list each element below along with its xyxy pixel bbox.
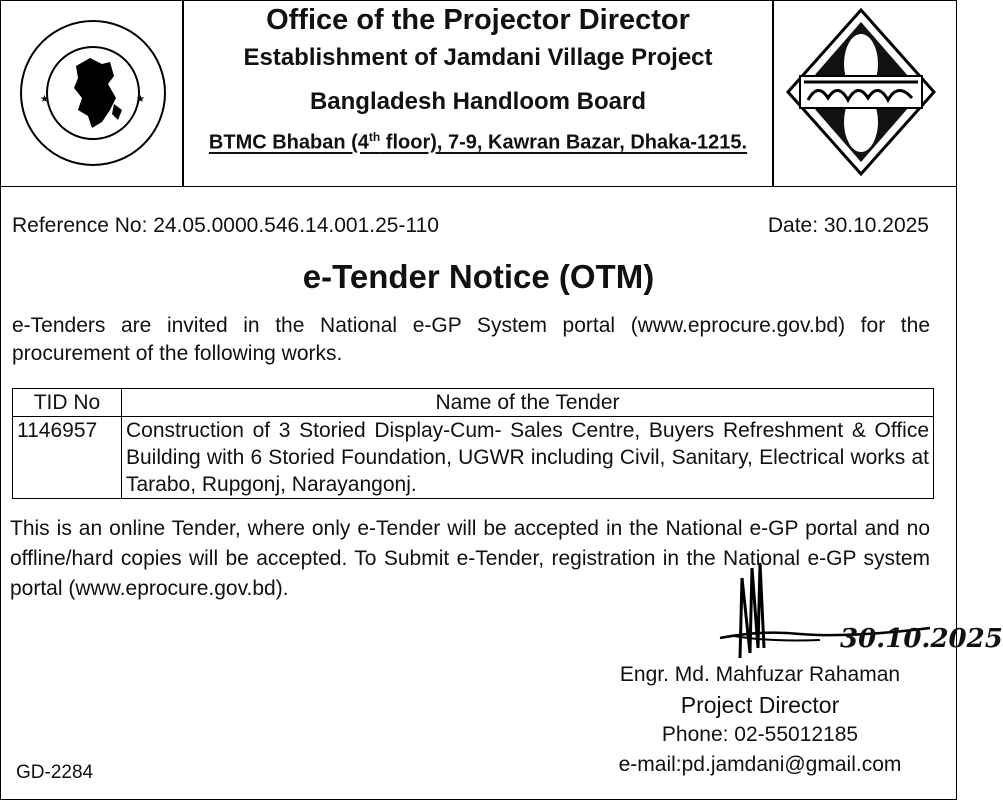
tender-name-cell: Construction of 3 Storied Display-Cum- Sales Centre, Buyers Refreshment & Office Building with 6 Storied Foundation, UGWR including Civil, Sanitary, Electrical works at Tarabo, Rupgonj, Narayangonj. (122, 417, 934, 499)
tid-cell: 1146957 (13, 417, 122, 499)
table-row (13, 417, 934, 499)
signatory-email: e-mail:pd.jamdani@gmail.com (618, 753, 902, 776)
tender-name-header: Name of the Tender (122, 389, 934, 417)
notice-title: e-Tender Notice (OTM) (302, 258, 655, 295)
office-address: BTMC Bhaban (4th floor), 7-9, Kawran Bazar, Dhaka-1215. (208, 130, 748, 154)
handloom-board-logo-icon (784, 6, 938, 178)
letterhead (0, 0, 957, 187)
signatory-designation: Project Director (680, 692, 840, 718)
tender-table (12, 388, 934, 499)
reference-number: Reference No: 24.05.0000.546.14.001.25-110 (12, 214, 439, 237)
board-title: Bangladesh Handloom Board (309, 88, 647, 115)
signatory-name: Engr. Md. Mahfuzar Rahaman (619, 663, 901, 686)
table-header-row (13, 389, 934, 417)
tid-header: TID No (13, 389, 122, 417)
online-tender-note: This is an online Tender, where only e-Tender will be accepted in the National e-GP portal and no offline/hard copies will be accepted. To Submit e-Tender, registration in the National e-GP system portal (www.eprocure.gov.bd). (10, 517, 930, 600)
footer-code: GD-2284 (16, 762, 94, 783)
header-divider-right (772, 0, 774, 186)
svg-text:★: ★ (40, 94, 49, 105)
notice-date: Date: 30.10.2025 (767, 214, 929, 237)
svg-text:★: ★ (136, 94, 145, 105)
project-title: Establishment of Jamdani Village Project (243, 44, 713, 71)
government-seal-icon (18, 18, 168, 168)
office-title: Office of the Projector Director (266, 4, 690, 36)
handwritten-date: 30.10.2025 (840, 624, 1003, 654)
signatory-phone: Phone: 02-55012185 (661, 723, 859, 746)
signature-block (590, 660, 930, 780)
intro-paragraph: e-Tenders are invited in the National e-GP System portal (www.eprocure.gov.bd) for the procurement of the following works. (12, 314, 930, 365)
